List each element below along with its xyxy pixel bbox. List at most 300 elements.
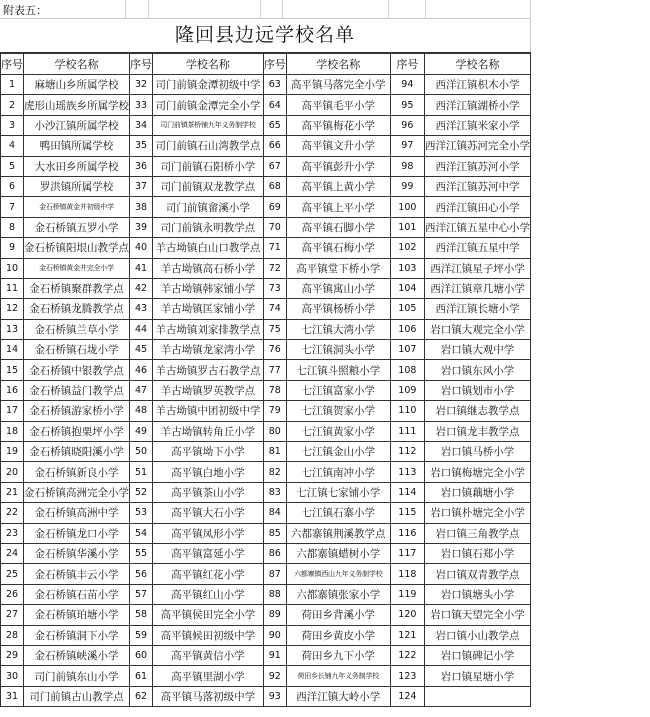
table-body <box>1 75 531 707</box>
row-number: 53 <box>130 503 153 523</box>
school-name: 高平镇上黄小学 <box>286 176 390 196</box>
school-name: 岩口镇继志教学点 <box>424 401 530 421</box>
school-name: 岩口镇天望完全小学 <box>424 605 530 625</box>
school-name: 岩口镇双青教学点 <box>424 564 530 584</box>
school-name: 六都寨镇荆溪教学点 <box>286 523 390 543</box>
row-number: 119 <box>390 584 424 604</box>
row-number: 91 <box>263 645 286 665</box>
school-name: 岩口镇大观完全小学 <box>424 319 530 339</box>
table-row <box>1 340 531 360</box>
row-number: 43 <box>130 299 153 319</box>
table-row <box>1 605 531 625</box>
row-number: 100 <box>390 197 424 217</box>
school-name: 司门前镇古山教学点 <box>24 686 130 706</box>
row-number: 1 <box>1 75 24 95</box>
header-name: 学校名称 <box>286 53 390 75</box>
school-name: 高平镇茶山小学 <box>153 482 264 502</box>
school-name: 高平镇石脚小学 <box>286 217 390 237</box>
row-number: 68 <box>263 176 286 196</box>
table-row <box>1 136 531 156</box>
table-row <box>1 564 531 584</box>
school-name: 金石桥镇石垅小学 <box>24 340 130 360</box>
school-name: 司门前镇东山小学 <box>24 666 130 686</box>
row-number: 75 <box>263 319 286 339</box>
row-number: 45 <box>130 340 153 360</box>
school-name: 高平镇坳下小学 <box>153 442 264 462</box>
school-name: 岩口镇藕塘小学 <box>424 482 530 502</box>
school-name: 金石桥镇高洲中学 <box>24 503 130 523</box>
row-number: 5 <box>1 156 24 176</box>
row-number: 84 <box>263 503 286 523</box>
table-row <box>1 625 531 645</box>
school-name: 岩口镇碑记小学 <box>424 645 530 665</box>
school-name: 金石桥镇龙腾教学点 <box>24 299 130 319</box>
row-number: 56 <box>130 564 153 584</box>
school-name: 金石桥镇华溪小学 <box>24 543 130 563</box>
table-row <box>1 238 531 258</box>
row-number: 67 <box>263 156 286 176</box>
school-name: 七江镇黄家小学 <box>286 421 390 441</box>
row-number: 7 <box>1 197 24 217</box>
school-name: 岩口镇星塘小学 <box>424 666 530 686</box>
row-number: 114 <box>390 482 424 502</box>
row-number: 27 <box>1 605 24 625</box>
school-name: 岩口镇朴塘完全小学 <box>424 503 530 523</box>
school-name: 金石桥镇中银教学点 <box>24 360 130 380</box>
row-number: 96 <box>390 115 424 135</box>
row-number: 52 <box>130 482 153 502</box>
row-number: 80 <box>263 421 286 441</box>
school-name: 高平镇红花小学 <box>153 564 264 584</box>
school-name: 羊古坳镇韩家铺小学 <box>153 278 264 298</box>
table-row <box>1 401 531 421</box>
page-title: 隆回县边远学校名单 <box>0 18 531 52</box>
header-name: 学校名称 <box>153 53 264 75</box>
row-number: 21 <box>1 482 24 502</box>
school-name: 高平镇红山小学 <box>153 584 264 604</box>
school-name: 岩口镇划市小学 <box>424 380 530 400</box>
school-name: 麻塘山乡所属学校 <box>24 75 130 95</box>
school-name: 金石桥镇珀塘小学 <box>24 605 130 625</box>
row-number: 61 <box>130 666 153 686</box>
row-number: 60 <box>130 645 153 665</box>
school-name: 西洋江镇湖桥小学 <box>424 95 530 115</box>
school-name: 金石桥镇益门教学点 <box>24 380 130 400</box>
school-name: 高平镇候田初级中学 <box>153 625 264 645</box>
row-number: 87 <box>263 564 286 584</box>
school-name: 西洋江镇米家小学 <box>424 115 530 135</box>
row-number: 35 <box>130 136 153 156</box>
row-number: 124 <box>390 686 424 706</box>
row-number: 36 <box>130 156 153 176</box>
row-number: 46 <box>130 360 153 380</box>
school-name: 金石桥镇游家桥小学 <box>24 401 130 421</box>
row-number: 118 <box>390 564 424 584</box>
row-number: 2 <box>1 95 24 115</box>
row-number: 112 <box>390 442 424 462</box>
table-row <box>1 217 531 237</box>
school-name: 羊古坳镇刘家排教学点 <box>153 319 264 339</box>
table-row <box>1 584 531 604</box>
grid-line <box>282 0 283 18</box>
school-name: 虎形山瑶族乡所属学校 <box>24 95 130 115</box>
row-number: 57 <box>130 584 153 604</box>
school-name: 西洋江镇枳木小学 <box>424 75 530 95</box>
header-no: 序号 <box>130 53 153 75</box>
row-number: 41 <box>130 258 153 278</box>
school-name: 鸭田镇所属学校 <box>24 136 130 156</box>
row-number: 31 <box>1 686 24 706</box>
row-number: 110 <box>390 401 424 421</box>
school-name: 羊古坳镇罗古石教学点 <box>153 360 264 380</box>
row-number: 50 <box>130 442 153 462</box>
grid-line <box>148 0 149 18</box>
row-number: 81 <box>263 442 286 462</box>
school-name: 金石桥镇抱栗坪小学 <box>24 421 130 441</box>
school-name: 金石桥镇五罗小学 <box>24 217 130 237</box>
school-name: 六都寨镇西山九年义务制学校 <box>286 564 390 584</box>
table-row <box>1 95 531 115</box>
appendix-row <box>0 0 531 19</box>
row-number: 19 <box>1 442 24 462</box>
school-name: 荷田乡黄皮小学 <box>286 625 390 645</box>
row-number: 25 <box>1 564 24 584</box>
table-row <box>1 543 531 563</box>
school-name: 高平镇里湖小学 <box>153 666 264 686</box>
row-number: 117 <box>390 543 424 563</box>
school-name: 司门前镇石山湾教学点 <box>153 136 264 156</box>
school-name: 羊古坳镇高石桥小学 <box>153 258 264 278</box>
school-name: 西洋江镇五星中学 <box>424 238 530 258</box>
row-number: 17 <box>1 401 24 421</box>
table-row <box>1 645 531 665</box>
row-number: 64 <box>263 95 286 115</box>
row-number: 116 <box>390 523 424 543</box>
school-name: 司门前镇金潭初级中学 <box>153 75 264 95</box>
row-number: 22 <box>1 503 24 523</box>
row-number: 32 <box>130 75 153 95</box>
grid-line <box>260 0 261 18</box>
school-name: 荷田乡长铺九年义务制学校 <box>286 666 390 686</box>
grid-line <box>125 0 126 18</box>
school-name: 七江镇富家小学 <box>286 380 390 400</box>
table-row <box>1 360 531 380</box>
school-name: 七江镇石寨小学 <box>286 503 390 523</box>
row-number: 101 <box>390 217 424 237</box>
school-name: 金石桥镇黄金井初级中学 <box>24 197 130 217</box>
school-name: 高平镇黄信小学 <box>153 645 264 665</box>
school-name: 西洋江镇苏河中学 <box>424 176 530 196</box>
row-number: 15 <box>1 360 24 380</box>
school-name: 西洋江镇五星中心小学 <box>424 217 530 237</box>
row-number: 86 <box>263 543 286 563</box>
grid-line <box>388 0 389 18</box>
school-name: 岩口镇三角教学点 <box>424 523 530 543</box>
row-number: 8 <box>1 217 24 237</box>
row-number: 93 <box>263 686 286 706</box>
row-number: 83 <box>263 482 286 502</box>
grid-line <box>530 0 531 18</box>
row-number: 82 <box>263 462 286 482</box>
school-name: 高平镇凤形小学 <box>153 523 264 543</box>
school-name: 金石桥镇新良小学 <box>24 462 130 482</box>
row-number: 14 <box>1 340 24 360</box>
table-row <box>1 442 531 462</box>
row-number: 65 <box>263 115 286 135</box>
school-name: 高平镇白地小学 <box>153 462 264 482</box>
school-name: 高平镇杨桥小学 <box>286 299 390 319</box>
row-number: 9 <box>1 238 24 258</box>
row-number: 111 <box>390 421 424 441</box>
row-number: 48 <box>130 401 153 421</box>
row-number: 42 <box>130 278 153 298</box>
table-row <box>1 462 531 482</box>
header-row <box>1 53 531 75</box>
row-number: 106 <box>390 319 424 339</box>
school-name: 岩口镇马桥小学 <box>424 442 530 462</box>
row-number: 88 <box>263 584 286 604</box>
row-number: 85 <box>263 523 286 543</box>
school-name: 七江镇金山小学 <box>286 442 390 462</box>
row-number: 40 <box>130 238 153 258</box>
row-number: 74 <box>263 299 286 319</box>
school-name: 高平镇堂下桥小学 <box>286 258 390 278</box>
row-number: 4 <box>1 136 24 156</box>
school-name: 七江镇南冲小学 <box>286 462 390 482</box>
row-number: 20 <box>1 462 24 482</box>
school-name: 高平镇马落初级中学 <box>153 686 264 706</box>
school-name: 高平镇侯田完全小学 <box>153 605 264 625</box>
school-name: 西洋江镇苏河完全小学 <box>424 136 530 156</box>
school-name: 羊古坳镇中团初级中学 <box>153 401 264 421</box>
row-number: 70 <box>263 217 286 237</box>
school-name: 西洋江镇星子坪小学 <box>424 258 530 278</box>
school-name: 岩口镇石郑小学 <box>424 543 530 563</box>
row-number: 11 <box>1 278 24 298</box>
table-row <box>1 482 531 502</box>
row-number: 108 <box>390 360 424 380</box>
school-name: 西洋江镇苏河小学 <box>424 156 530 176</box>
row-number: 28 <box>1 625 24 645</box>
school-name: 高平镇毛平小学 <box>286 95 390 115</box>
school-name: 金石桥镇洞下小学 <box>24 625 130 645</box>
row-number: 90 <box>263 625 286 645</box>
row-number: 98 <box>390 156 424 176</box>
school-name: 金石桥镇兰草小学 <box>24 319 130 339</box>
school-name: 羊古坳镇转角丘小学 <box>153 421 264 441</box>
school-table <box>0 52 531 707</box>
row-number: 16 <box>1 380 24 400</box>
school-name: 荷田乡背溪小学 <box>286 605 390 625</box>
school-name: 高平镇彭升小学 <box>286 156 390 176</box>
school-name: 高平镇文升小学 <box>286 136 390 156</box>
row-number: 122 <box>390 645 424 665</box>
school-name: 七江镇大湾小学 <box>286 319 390 339</box>
row-number: 102 <box>390 238 424 258</box>
school-name: 岩口镇小山教学点 <box>424 625 530 645</box>
row-number: 104 <box>390 278 424 298</box>
row-number: 33 <box>130 95 153 115</box>
row-number: 10 <box>1 258 24 278</box>
row-number: 62 <box>130 686 153 706</box>
school-name: 高平镇梅花小学 <box>286 115 390 135</box>
header-no: 序号 <box>1 53 24 75</box>
school-name <box>424 686 530 706</box>
row-number: 73 <box>263 278 286 298</box>
table-row <box>1 176 531 196</box>
school-name: 岩口镇东风小学 <box>424 360 530 380</box>
row-number: 29 <box>1 645 24 665</box>
row-number: 49 <box>130 421 153 441</box>
school-name: 金石桥镇黄金井完全小学 <box>24 258 130 278</box>
row-number: 69 <box>263 197 286 217</box>
row-number: 59 <box>130 625 153 645</box>
school-name: 司门前镇双龙教学点 <box>153 176 264 196</box>
row-number: 24 <box>1 543 24 563</box>
school-name: 西洋江镇田心小学 <box>424 197 530 217</box>
table-row <box>1 380 531 400</box>
row-number: 23 <box>1 523 24 543</box>
school-name: 司门前镇畲溪小学 <box>153 197 264 217</box>
school-name: 罗洪镇所属学校 <box>24 176 130 196</box>
school-name: 金石桥镇石苗小学 <box>24 584 130 604</box>
header-no: 序号 <box>390 53 424 75</box>
school-name: 高平镇大石小学 <box>153 503 264 523</box>
row-number: 109 <box>390 380 424 400</box>
row-number: 105 <box>390 299 424 319</box>
row-number: 12 <box>1 299 24 319</box>
school-name: 金石桥镇高洲完全小学 <box>24 482 130 502</box>
row-number: 18 <box>1 421 24 441</box>
school-name: 七江镇斗照粮小学 <box>286 360 390 380</box>
school-name: 羊古坳镇罗英教学点 <box>153 380 264 400</box>
row-number: 115 <box>390 503 424 523</box>
row-number: 37 <box>130 176 153 196</box>
header-no: 序号 <box>263 53 286 75</box>
school-name: 羊古坳镇匡家铺小学 <box>153 299 264 319</box>
school-name: 岩口镇大观中学 <box>424 340 530 360</box>
table-row <box>1 115 531 135</box>
school-name: 羊古坳镇白山口教学点 <box>153 238 264 258</box>
row-number: 103 <box>390 258 424 278</box>
row-number: 44 <box>130 319 153 339</box>
school-name: 司门前镇金潭完全小学 <box>153 95 264 115</box>
school-name: 六都寨镇张家小学 <box>286 584 390 604</box>
table-row <box>1 299 531 319</box>
row-number: 30 <box>1 666 24 686</box>
school-name: 七江镇洞头小学 <box>286 340 390 360</box>
table-row <box>1 75 531 95</box>
row-number: 13 <box>1 319 24 339</box>
school-name: 大水田乡所属学校 <box>24 156 130 176</box>
school-name: 西洋江镇长塘小学 <box>424 299 530 319</box>
row-number: 92 <box>263 666 286 686</box>
row-number: 6 <box>1 176 24 196</box>
school-name: 高平镇马落完全小学 <box>286 75 390 95</box>
table-row <box>1 319 531 339</box>
school-name: 金石桥镇阳垠山教学点 <box>24 238 130 258</box>
row-number: 97 <box>390 136 424 156</box>
school-name: 司门前镇茶桥铺九年义务制学校 <box>153 115 264 135</box>
row-number: 78 <box>263 380 286 400</box>
school-name: 高平镇石梅小学 <box>286 238 390 258</box>
row-number: 51 <box>130 462 153 482</box>
row-number: 34 <box>130 115 153 135</box>
grid-line <box>425 0 426 18</box>
school-name: 西洋江镇章几塘小学 <box>424 278 530 298</box>
school-name: 金石桥镇晓阳溪小学 <box>24 442 130 462</box>
table-row <box>1 523 531 543</box>
row-number: 113 <box>390 462 424 482</box>
row-number: 38 <box>130 197 153 217</box>
row-number: 55 <box>130 543 153 563</box>
table-row <box>1 278 531 298</box>
table-row <box>1 197 531 217</box>
school-name: 岩口镇梅塘完全小学 <box>424 462 530 482</box>
table-row <box>1 156 531 176</box>
row-number: 76 <box>263 340 286 360</box>
header-name: 学校名称 <box>24 53 130 75</box>
school-name: 金石桥镇聚群教学点 <box>24 278 130 298</box>
appendix-label: 附表五： <box>3 4 47 17</box>
school-name: 七江镇七家铺小学 <box>286 482 390 502</box>
school-name: 高平镇寓山小学 <box>286 278 390 298</box>
table-row <box>1 503 531 523</box>
row-number: 89 <box>263 605 286 625</box>
row-number: 72 <box>263 258 286 278</box>
row-number: 54 <box>130 523 153 543</box>
row-number: 39 <box>130 217 153 237</box>
school-name: 七江镇贺家小学 <box>286 401 390 421</box>
school-name: 金石桥镇丰云小学 <box>24 564 130 584</box>
row-number: 63 <box>263 75 286 95</box>
header-name: 学校名称 <box>424 53 530 75</box>
table-row <box>1 686 531 706</box>
school-name: 司门前镇石阳桥小学 <box>153 156 264 176</box>
row-number: 58 <box>130 605 153 625</box>
school-name: 金石桥镇龙口小学 <box>24 523 130 543</box>
row-number: 77 <box>263 360 286 380</box>
row-number: 26 <box>1 584 24 604</box>
school-name: 司门前镇永明教学点 <box>153 217 264 237</box>
table-row <box>1 421 531 441</box>
row-number: 120 <box>390 605 424 625</box>
school-name: 金石桥镇峡溪小学 <box>24 645 130 665</box>
school-name: 西洋江镇大岭小学 <box>286 686 390 706</box>
row-number: 95 <box>390 95 424 115</box>
row-number: 79 <box>263 401 286 421</box>
row-number: 123 <box>390 666 424 686</box>
row-number: 47 <box>130 380 153 400</box>
school-name: 岩口镇龙丰教学点 <box>424 421 530 441</box>
school-name: 荷田乡九下小学 <box>286 645 390 665</box>
school-name: 高平镇上平小学 <box>286 197 390 217</box>
school-name: 岩口镇塘头小学 <box>424 584 530 604</box>
table-row <box>1 666 531 686</box>
row-number: 3 <box>1 115 24 135</box>
table-row <box>1 258 531 278</box>
row-number: 107 <box>390 340 424 360</box>
row-number: 121 <box>390 625 424 645</box>
row-number: 66 <box>263 136 286 156</box>
row-number: 94 <box>390 75 424 95</box>
school-name: 羊古坳镇龙家湾小学 <box>153 340 264 360</box>
row-number: 71 <box>263 238 286 258</box>
school-name: 高平镇富延小学 <box>153 543 264 563</box>
school-name: 小沙江镇所属学校 <box>24 115 130 135</box>
row-number: 99 <box>390 176 424 196</box>
school-name: 六都寨镇蜡树小学 <box>286 543 390 563</box>
